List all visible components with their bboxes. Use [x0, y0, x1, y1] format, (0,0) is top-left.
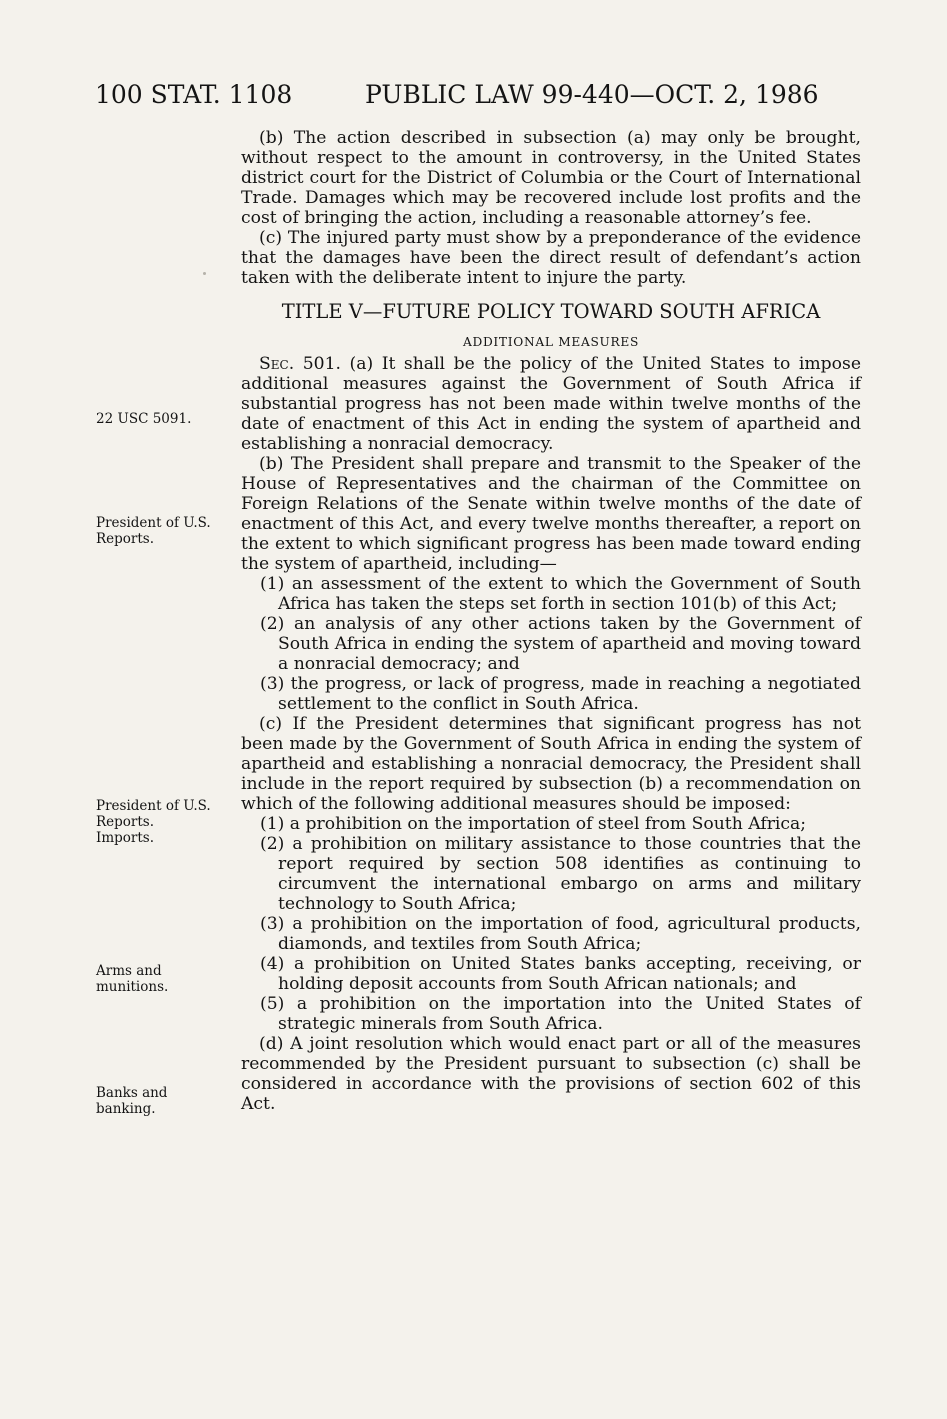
section-501-a-text: 501. (a) It shall be the policy of the United States to impose additional measures against the Government of South Africa if substantial progress has not been made within twelve months of the date of enactment of this Act in ending the system of apartheid and establishing a nonracial democracy.: [241, 354, 861, 454]
speck-mark: [203, 272, 206, 275]
margin-note-arms: Arms and munitions.: [96, 963, 169, 995]
subtitle-heading: ADDITIONAL MEASURES: [462, 335, 640, 349]
c-item-3: (3) a prohibition on the importation of food, agricultural products, diamonds, and textiles from South Africa;: [260, 914, 861, 954]
c-item-2: (2) a prohibition on military assistance to those countries that the report required by section 508 identifies as continuing to circumvent the international embargo on arms and military technology to South Africa;: [260, 834, 861, 914]
b-item-2: (2) an analysis of any other actions taken by the Government of South Africa in ending the system of apartheid and moving toward a nonracial democracy; and: [260, 614, 861, 674]
margin-note-president-reports-imports: President of U.S. Reports. Imports.: [96, 798, 211, 846]
margin-note-banks: Banks and banking.: [96, 1085, 168, 1117]
section-501-b: (b) The President shall prepare and transmit to the Speaker of the House of Representatives and the chairman of the Committee on Foreign Relations of the Senate within twelve months of the date of enactment of this Act, and every twelve months thereafter, a report on the extent to which significant progress has been made toward ending the system of apartheid, including—: [241, 454, 861, 574]
section-501-d: (d) A joint resolution which would enact part or all of the measures recommended by the President pursuant to subsection (c) shall be considered in accordance with the provisions of section 602 of this Act.: [241, 1034, 861, 1114]
public-law-title: PUBLIC LAW 99-440—OCT. 2, 1986: [365, 80, 819, 109]
c-item-5: (5) a prohibition on the importation into the United States of strategic minerals from South Africa.: [260, 994, 861, 1034]
paragraph-b: (b) The action described in subsection (a) may only be brought, without respect to the amount in controversy, in the United States district court for the District of Columbia or the Court of International Trade. Damages which may be recovered include lost profits and the cost of bringing the action, including a reasonable attorney’s fee.: [241, 128, 861, 228]
statute-citation: 100 STAT. 1108: [95, 80, 293, 109]
b-item-1: (1) an assessment of the extent to which the Government of South Africa has taken the steps set forth in section 101(b) of this Act;: [260, 574, 861, 614]
c-item-4: (4) a prohibition on United States banks accepting, receiving, or holding deposit accounts from South African nationals; and: [260, 954, 861, 994]
title-heading: TITLE V—FUTURE POLICY TOWARD SOUTH AFRICA: [281, 300, 821, 323]
section-501-c: (c) If the President determines that significant progress has not been made by the Government of South Africa in ending the system of apartheid and establishing a nonracial democracy, the President shall include in the report required by subsection (b) a recommendation on which of the following additional measures should be imposed:: [241, 714, 861, 814]
margin-note-usc: 22 USC 5091.: [96, 411, 192, 427]
main-text: [241, 128, 861, 1114]
b-item-3: (3) the progress, or lack of progress, made in reaching a negotiated settlement to the conflict in South Africa.: [260, 674, 861, 714]
page-header: [95, 80, 860, 120]
section-label: Sec.: [259, 354, 295, 374]
section-501-a: [241, 354, 861, 454]
margin-note-president-reports: President of U.S. Reports.: [96, 515, 211, 547]
paragraph-c: (c) The injured party must show by a preponderance of the evidence that the damages have been the direct result of defendant’s action taken with the deliberate intent to injure the party.: [241, 228, 861, 288]
c-item-1: (1) a prohibition on the importation of steel from South Africa;: [260, 814, 807, 834]
